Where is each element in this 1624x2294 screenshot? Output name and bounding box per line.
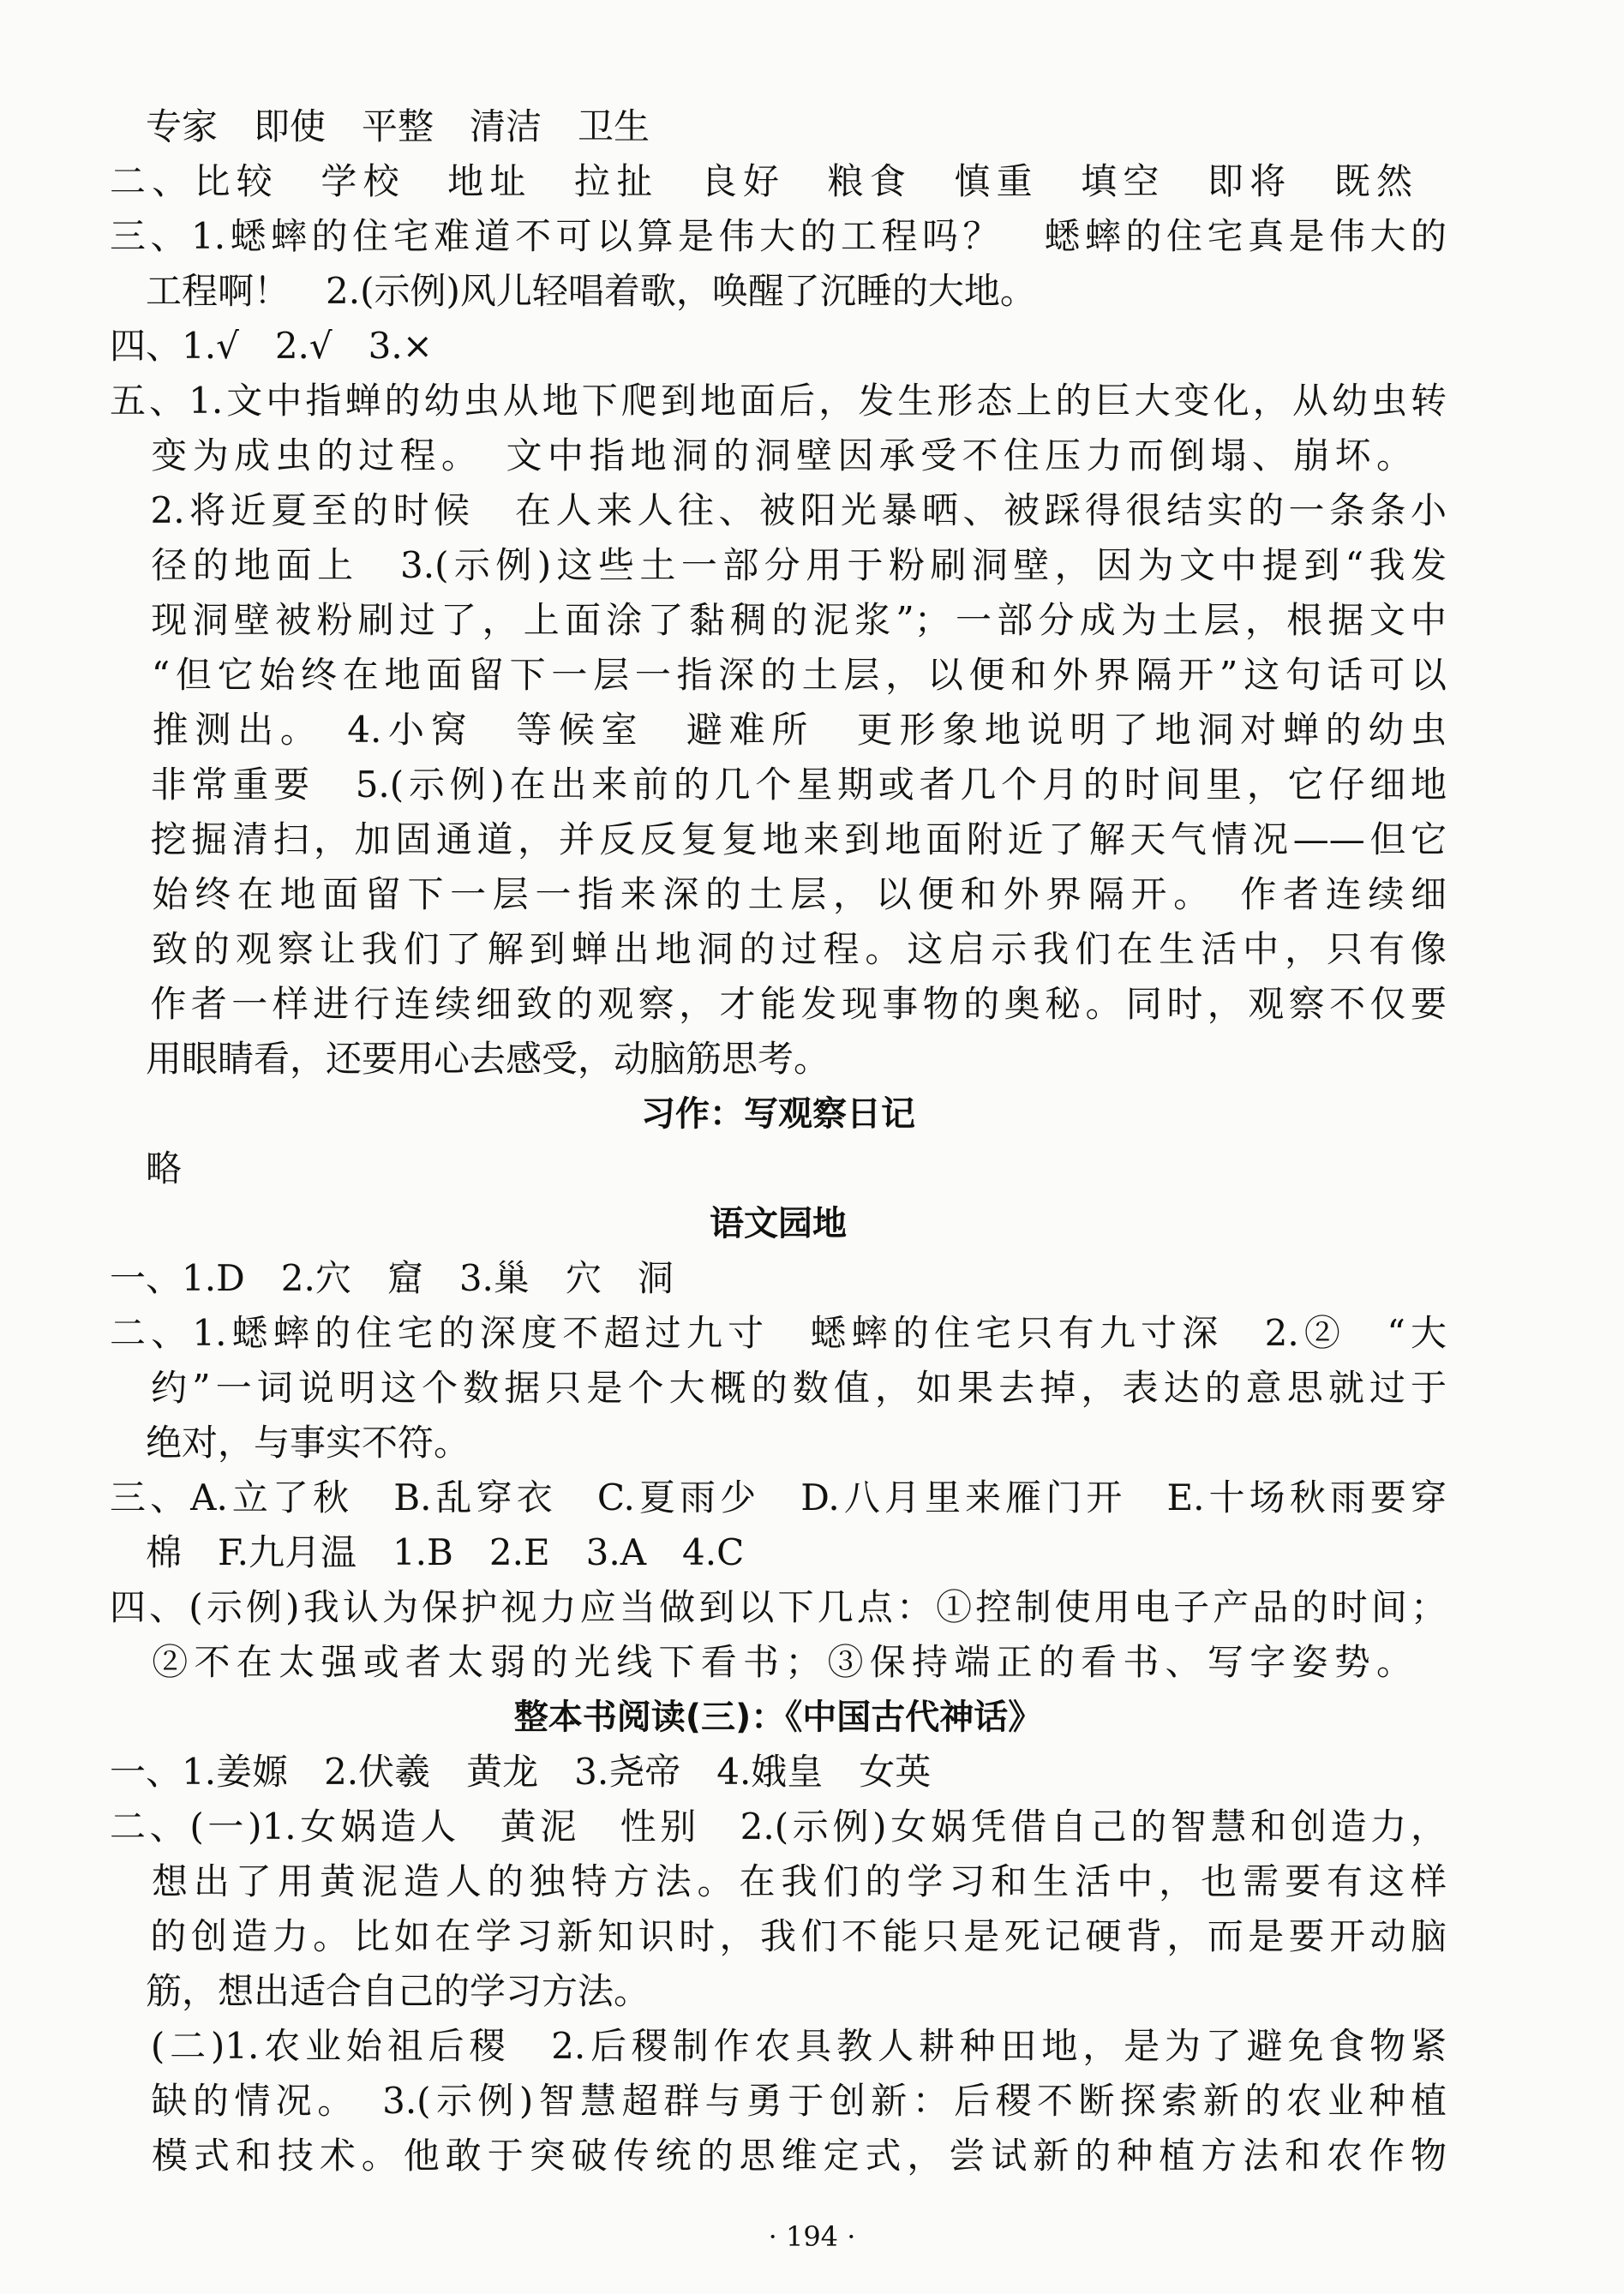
text-line: 约”一词说明这个数据只是个大概的数值，如果去掉，表达的意思就过于 — [110, 1367, 1447, 1409]
text-line: 挖掘清扫，加固通道，并反反复复地来到地面附近了解天气情况——但它 — [110, 818, 1447, 860]
text-line: 想出了用黄泥造人的独特方法。在我们的学习和生活中，也需要有这样 — [110, 1860, 1447, 1902]
text-line: 四、1.√ 2.√ 3.× — [110, 325, 433, 367]
section-heading: 习作：写观察日记 — [641, 1094, 915, 1134]
text-line: 一、1.D 2.穴 窟 3.巢 穴 洞 — [110, 1257, 674, 1299]
text-line: 始终在地面留下一层一指来深的土层，以便和外界隔开。 作者连续细 — [110, 873, 1447, 915]
text-line: 二、1.蟋蟀的住宅的深度不超过九寸 蟋蟀的住宅只有九寸深 2.② “大 — [110, 1312, 1447, 1354]
text-line: 略 — [110, 1147, 183, 1189]
text-line: 三、1.蟋蟀的住宅难道不可以算是伟大的工程吗？ 蟋蟀的住宅真是伟大的 — [110, 215, 1447, 257]
text-line: “但它始终在地面留下一层一指深的土层，以便和外界隔开”这句话可以 — [110, 654, 1447, 696]
text-line: 四、(示例)我认为保护视力应当做到以下几点：①控制使用电子产品的时间； — [110, 1586, 1447, 1628]
section-heading: 语文园地 — [710, 1204, 847, 1243]
text-line: 径的地面上 3.(示例)这些土一部分用于粉刷洞壁，因为文中提到“我发 — [110, 544, 1447, 586]
text-line: 非常重要 5.(示例)在出来前的几个星期或者几个月的时间里，它仔细地 — [110, 764, 1447, 806]
text-line: 棉 F.九月温 1.B 2.E 3.A 4.C — [110, 1531, 745, 1573]
section-heading: 整本书阅读(三)：《中国古代神话》 — [513, 1698, 1043, 1737]
text-line: 绝对，与事实不符。 — [110, 1422, 470, 1464]
text-line: 工程啊！ 2.(示例)风儿轻唱着歌，唤醒了沉睡的大地。 — [110, 270, 1036, 312]
text-line: 三、A.立了秋 B.乱穿衣 C.夏雨少 D.八月里来雁门开 E.十场秋雨要穿 — [110, 1476, 1447, 1518]
text-line: 作者一样进行连续细致的观察，才能发现事物的奥秘。同时，观察不仅要 — [110, 983, 1447, 1025]
text-line: 筋，想出适合自己的学习方法。 — [110, 1970, 650, 2012]
text-line: 用眼睛看，还要用心去感受，动脑筋思考。 — [110, 1038, 830, 1080]
text-line: 缺的情况。 3.(示例)智慧超群与勇于创新：后稷不断探索新的农业种植 — [110, 2080, 1447, 2122]
text-line: 五、1.文中指蝉的幼虫从地下爬到地面后，发生形态上的巨大变化，从幼虫转 — [110, 380, 1447, 422]
text-line: 推测出。 4.小窝 等候室 避难所 更形象地说明了地洞对蝉的幼虫 — [110, 709, 1447, 751]
text-line: 专家 即使 平整 清洁 卫生 — [110, 105, 650, 147]
text-line: 模式和技术。他敢于突破传统的思维定式，尝试新的种植方法和农作物 — [110, 2135, 1447, 2177]
text-line: 2.将近夏至的时候 在人来人往、被阳光暴晒、被踩得很结实的一条条小 — [110, 489, 1447, 531]
text-line: 变为成虫的过程。 文中指地洞的洞壁因承受不住压力而倒塌、崩坏。 — [110, 434, 1412, 476]
text-line: 的创造力。比如在学习新知识时，我们不能只是死记硬背，而是要开动脑 — [110, 1915, 1447, 1957]
text-line: 二、(一)1.女娲造人 黄泥 性别 2.(示例)女娲凭借自己的智慧和创造力， — [110, 1806, 1447, 1848]
text-line: 现洞壁被粉刷过了，上面涂了黏稠的泥浆”；一部分成为土层，根据文中 — [110, 599, 1447, 641]
text-line: ②不在太强或者太弱的光线下看书；③保持端正的看书、写字姿势。 — [110, 1641, 1412, 1683]
page-number: · 194 · — [768, 2220, 856, 2253]
text-line: 一、1.姜嫄 2.伏羲 黄龙 3.尧帝 4.娥皇 女英 — [110, 1751, 932, 1793]
text-line: 致的观察让我们了解到蝉出地洞的过程。这启示我们在生活中，只有像 — [110, 928, 1447, 970]
text-line: (二)1.农业始祖后稷 2.后稷制作农具教人耕种田地，是为了避免食物紧 — [110, 2025, 1447, 2067]
text-line: 二、比较 学校 地址 拉扯 良好 粮食 慎重 填空 即将 既然 — [110, 160, 1412, 202]
